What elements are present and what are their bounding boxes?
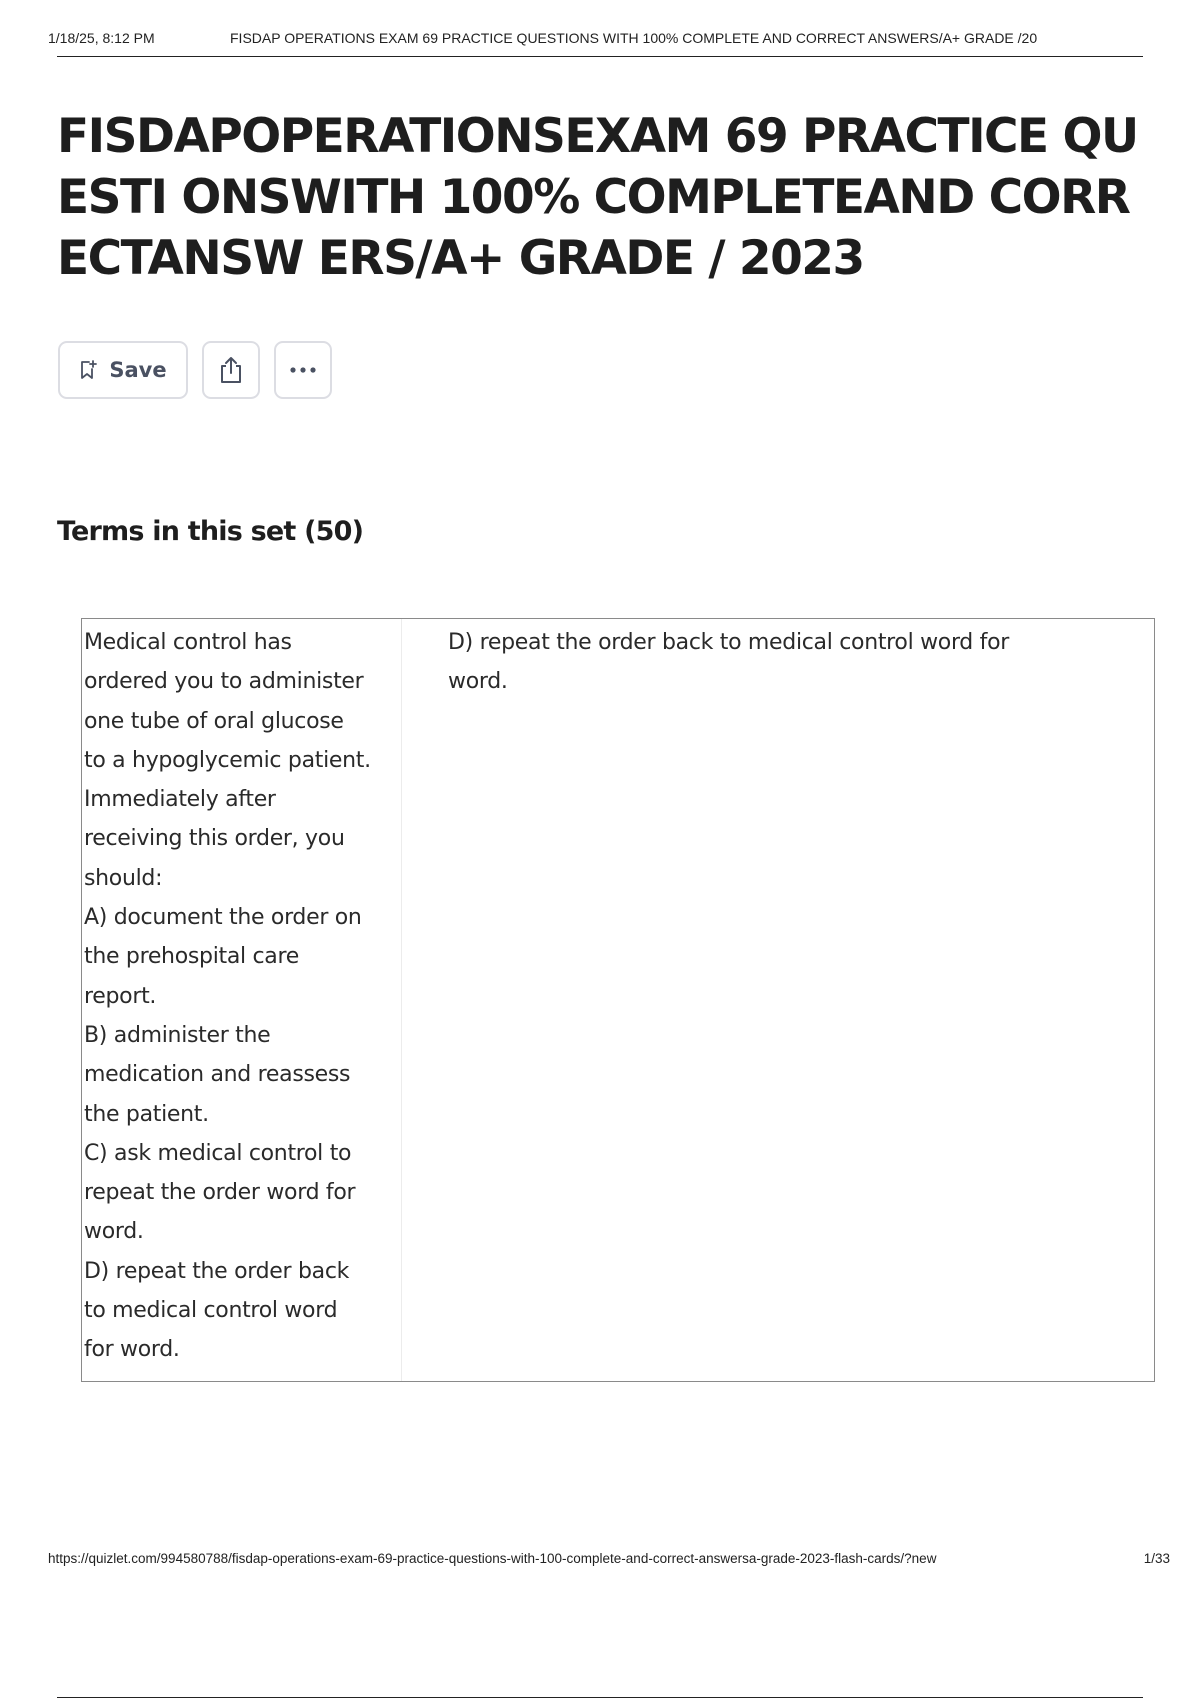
term-line: receiving this order, you <box>84 826 345 852</box>
term-line: report. <box>84 983 157 1009</box>
share-icon <box>218 356 244 384</box>
bookmark-plus-icon <box>79 360 97 380</box>
more-horizontal-icon <box>289 366 317 374</box>
save-button-label: Save <box>109 358 167 382</box>
print-url: https://quizlet.com/994580788/fisdap-operations-exam-69-practice-questions-with-100-complete-and-correct-answersa-grade-2023-flash-cards/?new <box>48 1551 937 1566</box>
term-side <box>82 619 402 1381</box>
footer-divider <box>57 1697 1143 1698</box>
term-text <box>84 623 401 1370</box>
definition-line: word. <box>448 669 508 695</box>
share-button[interactable] <box>202 341 260 399</box>
term-line: A) document the order on <box>84 905 362 931</box>
definition-line: D) repeat the order back to medical control word for <box>448 630 1010 655</box>
term-line: Medical control has <box>84 630 292 655</box>
term-line: to medical control word <box>84 1298 338 1324</box>
definition-text <box>448 623 1114 702</box>
term-line: should: <box>84 865 163 891</box>
term-line: B) administer the <box>84 1022 271 1048</box>
term-line: the prehospital care <box>84 944 299 970</box>
term-line: D) repeat the order back <box>84 1258 350 1284</box>
header-divider <box>57 56 1143 57</box>
print-datetime: 1/18/25, 8:12 PM <box>48 30 155 46</box>
page-title: FISDAPOPERATIONSEXAM 69 PRACTICE QUESTI ONSWITH 100% COMPLETEAND CORRECTANSW ERS/A+ GRADE / 2023 <box>57 109 1138 286</box>
term-line: the patient. <box>84 1101 209 1127</box>
term-line: C) ask medical control to <box>84 1140 352 1166</box>
term-line: medication and reassess <box>84 1062 351 1088</box>
save-button[interactable] <box>58 341 188 399</box>
page-number: 1/33 <box>1143 1551 1170 1566</box>
action-bar <box>58 341 332 399</box>
terms-heading: Terms in this set (50) <box>57 516 364 547</box>
term-line: for word. <box>84 1337 180 1363</box>
term-card <box>81 618 1155 1382</box>
more-options-button[interactable] <box>274 341 332 399</box>
term-line: one tube of oral glucose <box>84 708 344 734</box>
term-line: word. <box>84 1219 144 1245</box>
term-line: to a hypoglycemic patient. <box>84 747 371 773</box>
print-document-title: FISDAP OPERATIONS EXAM 69 PRACTICE QUESTIONS WITH 100% COMPLETE AND CORRECT ANSWERS/A+ GRADE /20 <box>230 30 1038 46</box>
term-line: Immediately after <box>84 787 276 813</box>
definition-side <box>402 619 1154 1381</box>
term-line: repeat the order word for <box>84 1180 356 1206</box>
term-line: ordered you to administer <box>84 669 364 695</box>
